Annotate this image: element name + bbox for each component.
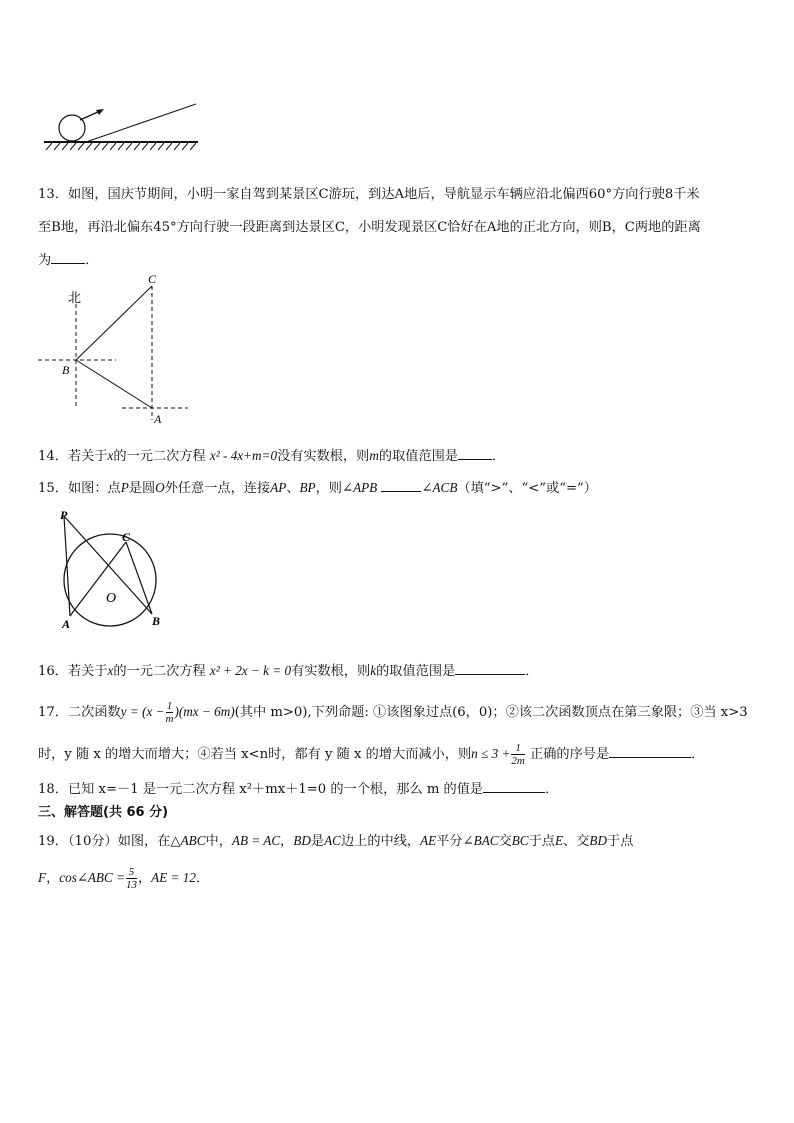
q16-line: 16．若关于x的一元二次方程 x² + 2x − k = 0有实数根，则k的取值范围是 ．	[38, 663, 539, 679]
segment-bc	[76, 286, 152, 360]
q15-answer-blank	[381, 479, 421, 492]
q17-line1: 17．二次函数y = (x − $\frac{1}{m}$ )(mx − 6m)(其中 m>0),下列命题: ①该图象过点(6，0)；②该二次函数顶点在第三象限；③当 x>3	[38, 700, 748, 725]
velocity-arrow	[80, 111, 100, 120]
segment-ba	[76, 360, 152, 408]
q13-direction-figure	[34, 270, 194, 430]
q18-line: 18．已知 x=－1 是一元二次方程 x²＋mx＋1=0 的一个根，那么 m 的值是 ．	[38, 782, 559, 797]
q15-line: 15．如图：点P是圆O外任意一点，连接AP、BP，则∠APB ∠ACB（填“>”、“<”或“=”）	[38, 480, 597, 496]
q13-line1: 13．如图，国庆节期间，小明一家自驾到某景区C游玩，到达A地后，导航显示车辆应沿北偏西60°方向行驶8千米	[38, 187, 700, 202]
circle-o	[64, 534, 156, 626]
q19-line2: F，cos∠ABC = $\frac{5}{13}$ ，AE = 12．	[38, 866, 210, 891]
q14-answer-blank	[458, 447, 492, 460]
q13-line2: 至B地，再沿北偏东45°方向行驶一段距离到达景区C，小明发现景区C恰好在A地的正北方向，则B，C两地的距离	[38, 220, 701, 235]
q16-answer-blank	[455, 662, 525, 675]
q17-fraction-1-over-2m: $\frac{1}{2m}$	[511, 742, 525, 767]
q14-equation: x² - 4x+m=0	[209, 448, 278, 463]
section-3-title: 三、解答题(共 66 分)	[38, 805, 169, 820]
q15-circle-figure	[56, 504, 176, 640]
point-c-label: C	[122, 530, 131, 544]
incline-figure	[38, 98, 208, 154]
q13-line3: 为 ．	[38, 253, 99, 268]
point-p-label: P	[60, 508, 68, 522]
point-a-label: A	[62, 617, 71, 631]
q13-answer-blank	[51, 251, 85, 264]
point-o-label: O	[106, 591, 117, 606]
q17-fraction-1-over-m: $\frac{1}{m}$	[165, 700, 174, 725]
q17-answer-blank	[609, 745, 691, 758]
point-a-label: A	[154, 412, 162, 426]
q18-answer-blank	[483, 780, 545, 793]
q19-fraction-5-over-13: $\frac{5}{13}$	[125, 866, 137, 891]
north-label: 北	[68, 290, 82, 305]
point-c-label: C	[148, 272, 157, 286]
q14-line: 14．若关于x的一元二次方程 x² - 4x+m=0没有实数根，则m的取值范围是 ．	[38, 448, 506, 464]
point-b-label: B	[62, 363, 70, 377]
q19-line1: 19．（10分）如图，在△ABC中，AB = AC，BD是AC边上的中线，AE平分∠BAC交BC于点E、交BD于点	[38, 833, 634, 849]
q17-line2: 时，y 随 x 的增大而增大；④若当 x<n时，都有 y 随 x 的增大而减小，则n ≤ 3 + $\frac{1}{2m}$ 正确的序号是 ．	[38, 742, 705, 767]
q16-equation: x² + 2x − k = 0	[209, 663, 292, 678]
segment-pa	[64, 516, 70, 616]
point-b-label: B	[152, 614, 161, 628]
ground-hatching	[46, 143, 196, 150]
segment-cb	[126, 542, 152, 614]
